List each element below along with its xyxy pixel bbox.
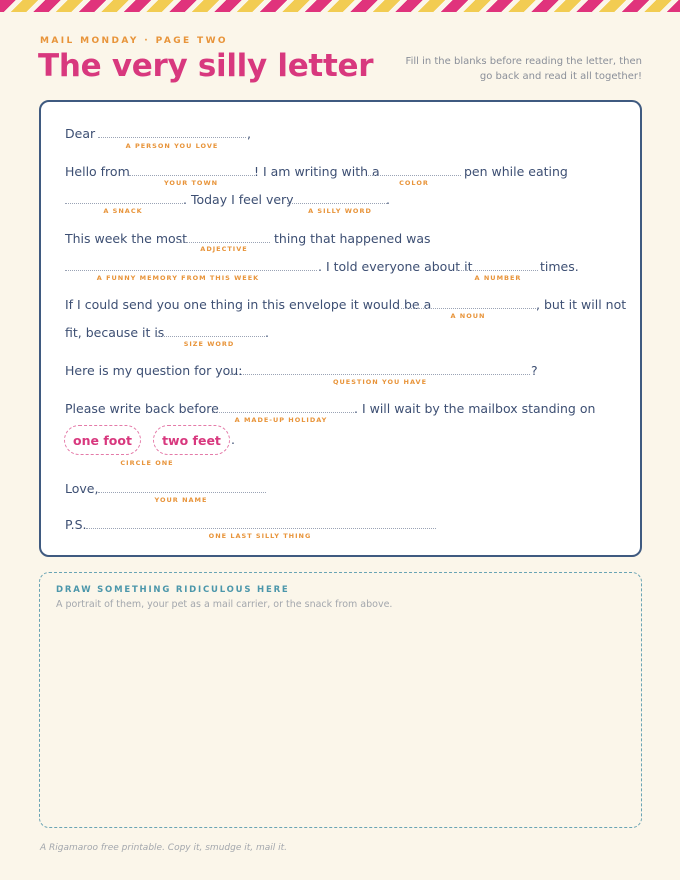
letter-card	[39, 100, 642, 557]
letter-text-this-week: This week the most	[65, 231, 188, 246]
hint-noun: A NOUN	[450, 312, 486, 320]
hint-holiday: A MADE-UP HOLIDAY	[234, 416, 328, 424]
hint-name: YOUR NAME	[154, 496, 208, 504]
blank-question[interactable]	[230, 374, 530, 375]
blank-size-word[interactable]	[157, 336, 265, 337]
letter-text-question: Here is my question for you:	[65, 363, 243, 378]
option-one-foot[interactable]: one foot	[64, 425, 141, 455]
blank-color[interactable]	[368, 175, 461, 176]
hint-memory: A FUNNY MEMORY FROM THIS WEEK	[96, 274, 260, 282]
letter-text-envelope: If I could send you one thing in this envelope it would be a	[65, 297, 432, 312]
blank-number[interactable]	[456, 270, 538, 271]
drawing-area[interactable]	[39, 572, 642, 828]
hint-ps: ONE LAST SILLY THING	[208, 532, 312, 540]
letter-text-write-back: Please write back before	[65, 401, 219, 416]
intro-text: Fill in the blanks before reading the letter, then go back and read it all together!	[405, 56, 642, 82]
letter-text-period-three: .	[231, 432, 235, 447]
letter-text-wait-mailbox: . I will wait by the mailbox standing on	[354, 401, 596, 416]
letter-text-ps: P.S.	[65, 517, 87, 532]
drawing-title: DRAW SOMETHING RIDICULOUS HERE	[56, 585, 290, 595]
letter-text-pen: pen while eating	[464, 164, 568, 179]
letter-text-love: Love,	[65, 481, 99, 496]
letter-text-question-mark: ?	[531, 363, 538, 378]
blank-memory[interactable]	[65, 270, 317, 271]
letter-text-writing: ! I am writing with a	[254, 164, 380, 179]
letter-text-thing-happened: thing that happened was	[274, 231, 431, 246]
hint-silly-word: A SILLY WORD	[308, 207, 372, 215]
eyebrow-label: MAIL MONDAY · PAGE TWO	[40, 36, 228, 46]
blank-town[interactable]	[129, 175, 255, 176]
hint-snack: A SNACK	[103, 207, 143, 215]
letter-text-hello: Hello from	[65, 164, 130, 179]
letter-text-dear: Dear	[65, 126, 96, 141]
hint-circle-one: CIRCLE ONE	[120, 459, 174, 467]
hint-adjective: ADJECTIVE	[200, 245, 248, 253]
blank-person[interactable]	[98, 137, 246, 138]
blank-adjective[interactable]	[178, 242, 270, 243]
letter-text-comma: ,	[247, 126, 251, 141]
letter-text-times: times.	[540, 259, 579, 274]
letter-text-told: . I told everyone about it	[318, 259, 473, 274]
blank-ps[interactable]	[86, 528, 436, 529]
hint-number: A NUMBER	[474, 274, 522, 282]
drawing-subtitle: A portrait of them, your pet as a mail carrier, or the snack from above.	[56, 599, 393, 610]
letter-text-today: . Today I feel very	[183, 192, 294, 207]
letter-text-fit: fit, because it is	[65, 325, 165, 340]
option-two-feet[interactable]: two feet	[153, 425, 230, 455]
blank-holiday[interactable]	[212, 412, 354, 413]
letter-text-period-two: .	[265, 325, 269, 340]
hint-person: A PERSON YOU LOVE	[125, 142, 219, 150]
footer-credit: A Rigamaroo free printable. Copy it, smudge it, mail it.	[40, 843, 288, 853]
hint-town: YOUR TOWN	[163, 179, 219, 187]
page-title: The very silly letter	[38, 48, 374, 84]
decorative-stripe-border	[0, 0, 680, 12]
letter-text-but-not: , but it will not	[536, 297, 627, 312]
hint-question: QUESTION YOU HAVE	[332, 378, 428, 386]
hint-color: COLOR	[399, 179, 429, 187]
blank-snack[interactable]	[65, 203, 183, 204]
hint-size-word: SIZE WORD	[183, 340, 235, 348]
blank-name[interactable]	[98, 492, 266, 493]
blank-noun[interactable]	[401, 308, 536, 309]
letter-text-period-one: .	[386, 192, 390, 207]
blank-silly-word[interactable]	[287, 203, 387, 204]
